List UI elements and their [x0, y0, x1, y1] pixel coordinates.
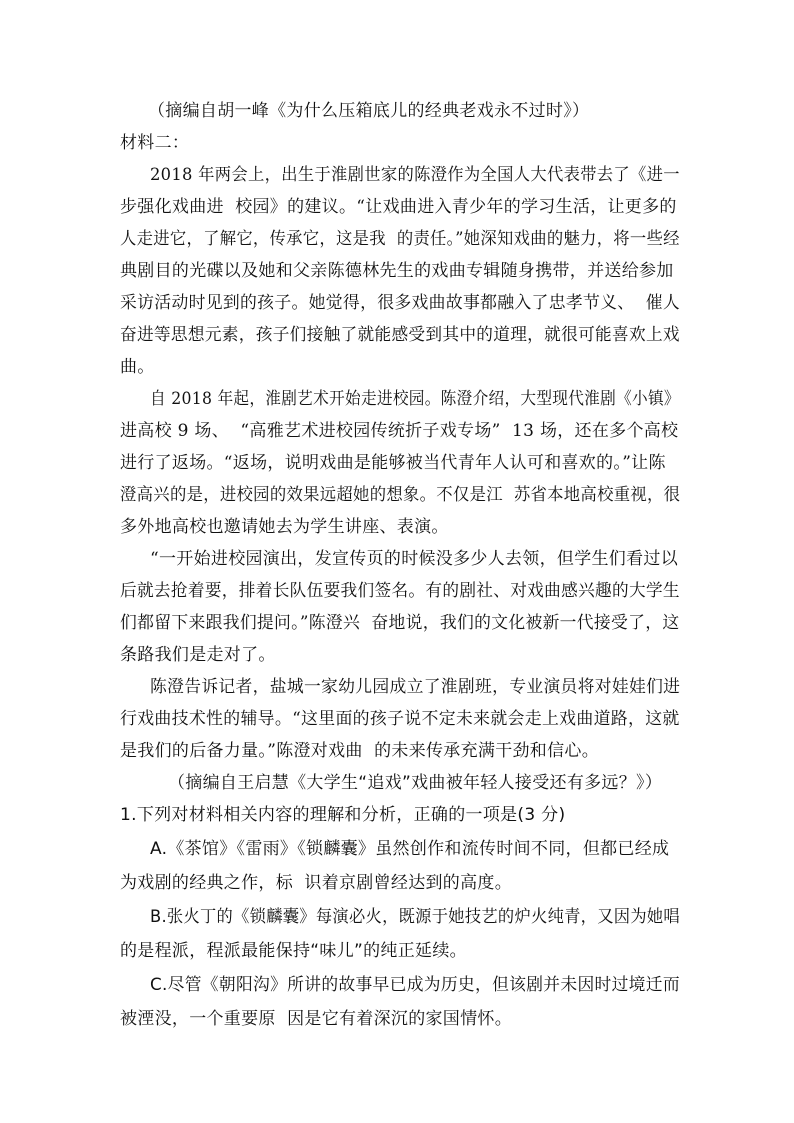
p1-line-4: 典剧目的光碟以及她和父亲陈德林先生的戏曲专辑随身携带，并送给参加	[120, 261, 674, 281]
p1-line-1: 2018 年两会上，出生于淮剧世家的陈澄作为全国人大代表带去了《进一	[150, 165, 680, 185]
question-1-stem: 1.下列对材料相关内容的理解和分析，正确的一项是(3 分)	[120, 805, 566, 825]
p2-line-4: 澄高兴的是，进校园的效果远超她的想象。不仅是江 苏省本地高校重视，很	[120, 485, 681, 505]
option-a-line-1: A.《茶馆》《雷雨》《锁麟囊》虽然创作和流传时间不同，但都已经成	[150, 839, 670, 859]
p3-line-1: “一开始进校园演出，发宣传页的时候没多少人去领，但学生们看过以	[150, 549, 678, 569]
p1-line-3: 人走进它，了解它，传承它，这是我 的责任。”她深知戏曲的魅力，将一些经	[120, 229, 680, 249]
option-b-line-1: B.张火丁的《锁麟囊》每演必火，既源于她技艺的炉火纯青，又因为她唱	[150, 907, 680, 927]
p1-line-5: 采访活动时见到的孩子。她觉得，很多戏曲故事都融入了忠孝节义、 催人	[120, 293, 681, 313]
p2-line-5: 多外地高校也邀请她去为学生讲座、表演。	[120, 517, 449, 537]
p1-line-7: 曲。	[120, 357, 155, 377]
p1-line-2: 步强化戏曲进 校园》的建议。“让戏曲进入青少年的学习生活，让更多的	[120, 197, 677, 217]
source-citation-1: （摘编自胡一峰《为什么压箱底儿的经典老戏永不过时》）	[148, 101, 590, 121]
p3-line-4: 条路我们是走对了。	[120, 645, 276, 665]
material-2-label: 材料二：	[120, 133, 190, 153]
option-c-line-1: C.尽管《朝阳沟》所讲的故事早已成为历史，但该剧并未因时过境迁而	[150, 975, 680, 995]
source-citation-2: （摘编自王启慧《大学生“追戏”戏曲被年轻人接受还有多远？》）	[168, 773, 663, 793]
p2-line-1: 自 2018 年起，淮剧艺术开始走进校园。陈澄介绍，大型现代淮剧《小镇》	[150, 389, 680, 409]
p3-line-2: 后就去抢着要，排着长队伍要我们签名。有的剧社、对戏曲感兴趣的大学生	[120, 581, 680, 601]
option-b-line-2: 的是程派，程派最能保持“味儿”的纯正延续。	[120, 941, 467, 961]
p4-line-3: 是我们的后备力量。”陈澄对戏曲 的未来传承充满干劲和信心。	[120, 741, 599, 761]
p3-line-3: 们都留下来跟我们提问。”陈澄兴 奋地说，我们的文化被新一代接受了，这	[120, 613, 680, 633]
p2-line-2: 进高校 9 场、 “高雅艺术进校园传统折子戏专场” 13 场，还在多个高校	[120, 421, 679, 441]
p1-line-6: 奋进等思想元素，孩子们接触了就能感受到其中的道理，就很可能喜欢上戏	[120, 325, 680, 345]
p4-line-1: 陈澄告诉记者，盐城一家幼儿园成立了淮剧班，专业演员将对娃娃们进	[150, 677, 681, 697]
p4-line-2: 行戏曲技术性的辅导。“这里面的孩子说不定未来就会走上戏曲道路，这就	[120, 709, 680, 729]
option-c-line-2: 被湮没，一个重要原 因是它有着深沉的家国情怀。	[120, 1009, 513, 1029]
p2-line-3: 进行了返场。“返场，说明戏曲是能够被当代青年人认可和喜欢的。”让陈	[120, 453, 666, 473]
option-a-line-2: 为戏剧的经典之作，标 识着京剧曾经达到的高度。	[120, 873, 513, 893]
